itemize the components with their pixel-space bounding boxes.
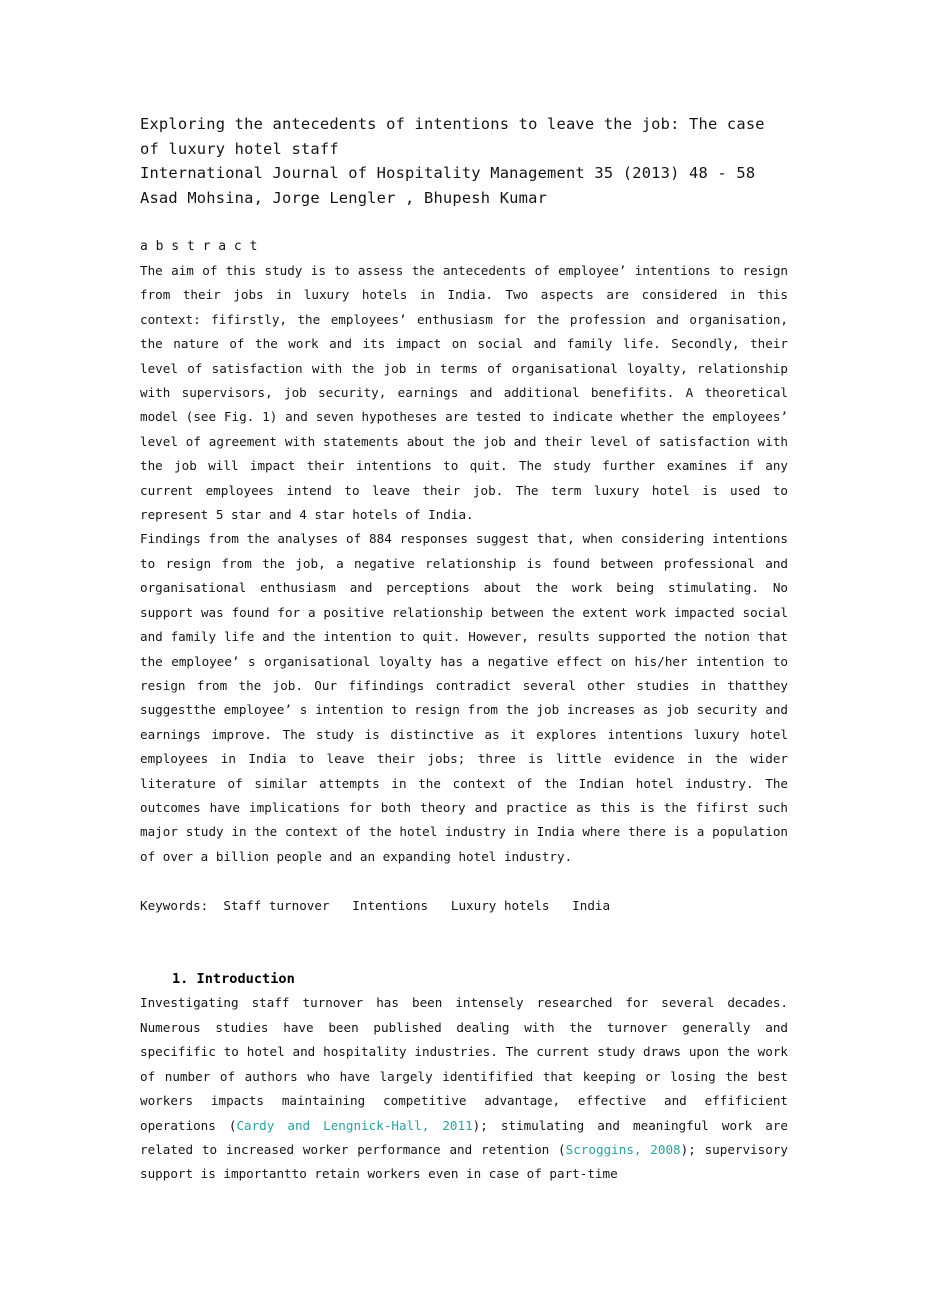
- journal-reference: International Journal of Hospitality Management 35 (2013) 48 - 58: [140, 164, 756, 182]
- authors-line: Asad Mohsina, Jorge Lengler , Bhupesh Kumar: [140, 188, 548, 207]
- paper-header: [140, 112, 788, 210]
- citation-link-cardy-lengnick-hall-2011[interactable]: Cardy and Lengnick-Hall, 2011: [236, 1117, 473, 1133]
- section-heading-introduction: 1. Introduction: [172, 971, 295, 988]
- abstract-paragraph-2: Findings from the analyses of 884 responses suggest that, when considering intentions to resign from the job, a negative relationship is found between professional and organisational enthusiasm and perceptions about the work being stimulating. No support was found for a positive relationship between the extent work impacted social and family life and the intention to quit. However, results supported the notion that the employee’ s organisational loyalty has a negative effect on his/her intention to resign from the job. Our fifindings contradict several other studies in thatthey suggestthe employee’ s intention to resign from the job increases as job security and earnings improve. The study is distinctive as it explores intentions luxury hotel employees in India to leave their jobs; three is little evidence in the wider literature of similar attempts in the context of the Indian hotel industry. The outcomes have implications for both theory and practice as this is the fifirst such major study in the context of the hotel industry in India where there is a population of over a billion people and an expanding hotel industry.: [140, 531, 788, 864]
- introduction-paragraph: [140, 991, 788, 1186]
- abstract-heading: a b s t r a c t: [140, 238, 258, 254]
- abstract-paragraph-1: The aim of this study is to assess the antecedents of employee’ intentions to resign from their jobs in luxury hotels in India. Two aspects are considered in this context: fifirstly, the employees’ enthusiasm for the profession and organisation, the nature of the work and its impact on social and family life. Secondly, their level of satisfaction with the job in terms of organisational loyalty, relationship with supervisors, job security, earnings and additional benefifits. A theoretical model (see Fig. 1) and seven hypotheses are tested to indicate whether the employees’ level of agreement with statements about the job and their level of satisfaction with the job will impact their intentions to quit. The study further examines if any current employees intend to leave their job. The term luxury hotel is used to represent 5 star and 4 star hotels of India.: [140, 263, 788, 523]
- introduction-text-segment-1: Investigating staff turnover has been intensely researched for several decades. Numerous studies have been published dealing with the turnover generally and specifific to hotel and hospitality industries. The current study draws upon the work of number of authors who have largely identifified that keeping or losing the best workers impacts maintaining competitive advantage, effective and effificient operations (: [140, 995, 788, 1133]
- introduction-text-segment-2: ); stimulating and meaningful work are related to increased worker performance and retention (: [140, 1117, 788, 1157]
- keywords-line: Keywords: Staff turnover Intentions Luxury hotels India: [140, 897, 611, 913]
- citation-link-scroggins-2008[interactable]: Scroggins, 2008: [565, 1141, 681, 1157]
- abstract-section: [140, 235, 788, 870]
- paper-title: Exploring the antecedents of intentions to leave the job: The case of luxury hotel staff: [140, 115, 765, 158]
- introduction-text-segment-3: ); supervisory support is importantto retain workers even in case of part-time: [140, 1141, 789, 1182]
